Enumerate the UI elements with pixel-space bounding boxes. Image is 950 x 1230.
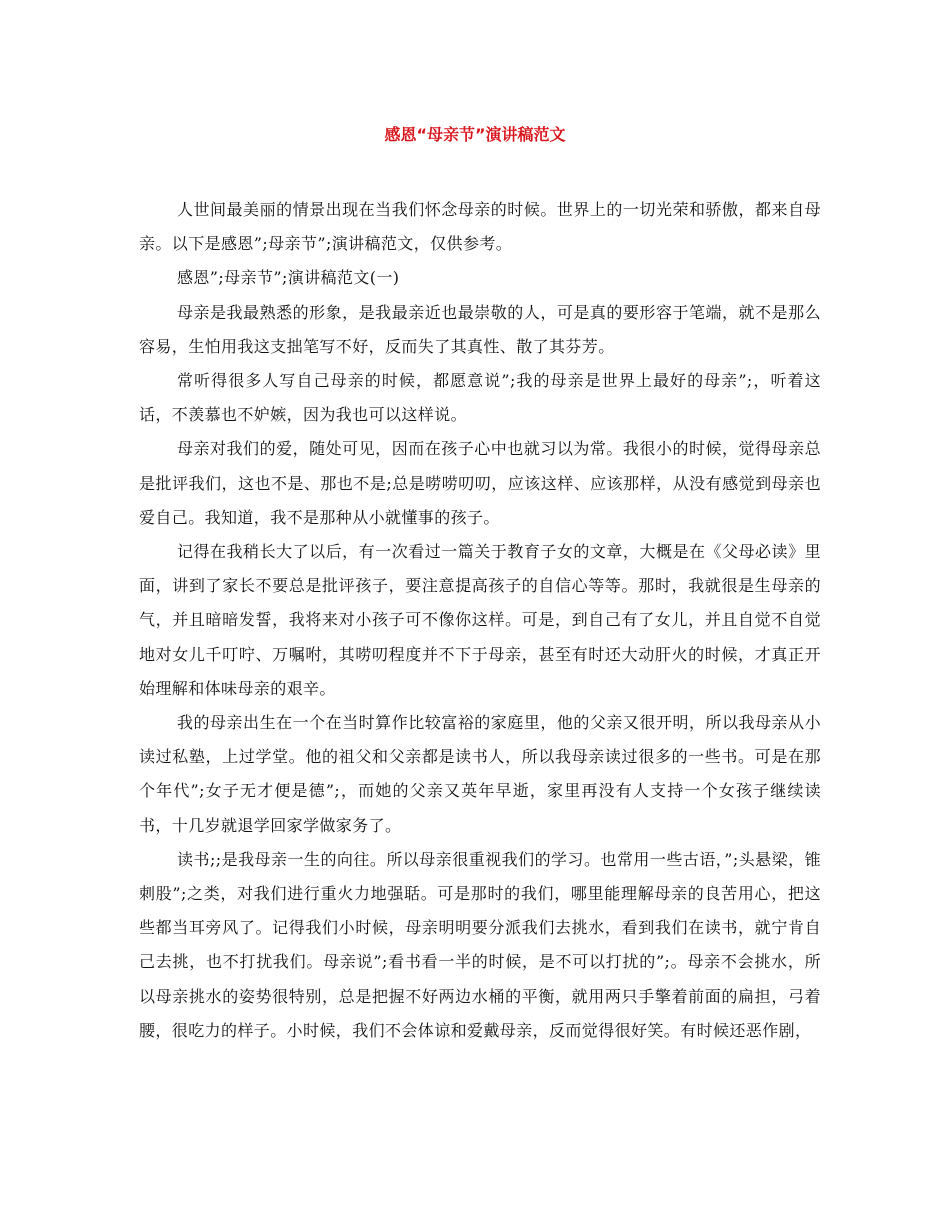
document-body [139, 193, 821, 1048]
paragraph: 母亲是我最熟悉的形象，是我最亲近也最崇敬的人，可是真的要形容于笔端，就不是那么容易，生怕用我这支拙笔写不好，反而失了其真性、散了其芬芳。 [139, 302, 821, 356]
paragraph: 感恩”;母亲节”;演讲稿范文(一) [177, 268, 400, 288]
paragraph: 母亲对我们的爱，随处可见，因而在孩子心中也就习以为常。我很小的时候，觉得母亲总是批评我们，这也不是、那也不是;总是唠唠叨叨，应该这样、应该那样，从没有感觉到母亲也爱自己。我知道，我不是那种从小就懂事的孩子。 [139, 439, 821, 527]
paragraph: 记得在我稍长大了以后，有一次看过一篇关于教育子女的文章，大概是在《父母必读》里面，讲到了家长不要总是批评孩子，要注意提高孩子的自信心等等。那时，我就很是生母亲的气，并且暗暗发誓，我将来对小孩子可不像你这样。可是，到自己有了女儿，并且自觉不自觉地对女儿千叮咛、万嘱咐，其唠叨程度并不下于母亲，甚至有时还大动肝火的时候，才真正开始理解和体味母亲的艰辛。 [139, 542, 821, 698]
paragraph: 我的母亲出生在一个在当时算作比较富裕的家庭里，他的父亲又很开明，所以我母亲从小读过私塾，上过学堂。他的祖父和父亲都是读书人，所以我母亲读过很多的一些书。可是在那个年代”;女子无才便是德”;，而她的父亲又英年早逝，家里再没有人支持一个女孩子继续读书，十几岁就退学回家学做家务了。 [139, 713, 821, 835]
document-title: 感恩“母亲节”演讲稿范文 [384, 125, 566, 144]
paragraph: 人世间最美丽的情景出现在当我们怀念母亲的时候。世界上的一切光荣和骄傲，都来自母亲。以下是感恩”;母亲节”;演讲稿范文，仅供参考。 [139, 200, 821, 254]
paragraph: 读书;;是我母亲一生的向往。所以母亲很重视我们的学习。也常用一些古语，”;头悬梁，锥刺股”;之类，对我们进行重火力地强聒。可是那时的我们，哪里能理解母亲的良苦用心，把这些都当耳旁风了。记得我们小时候，母亲明明要分派我们去挑水，看到我们在读书，就宁肯自己去挑，也不打扰我们。母亲说”;看书看一半的时候，是不可以打扰的”;。母亲不会挑水，所以母亲挑水的姿势很特别，总是把握不好两边水桶的平衡，就用两只手擎着前面的扁担，弓着腰，很吃力的样子。小时候，我们不会体谅和爱戴母亲，反而觉得很好笑。有时候还恶作剧， [139, 849, 821, 1040]
paragraph: 常听得很多人写自己母亲的时候，都愿意说”;我的母亲是世界上最好的母亲”;，听着这话，不羡慕也不妒嫉，因为我也可以这样说。 [139, 371, 821, 425]
